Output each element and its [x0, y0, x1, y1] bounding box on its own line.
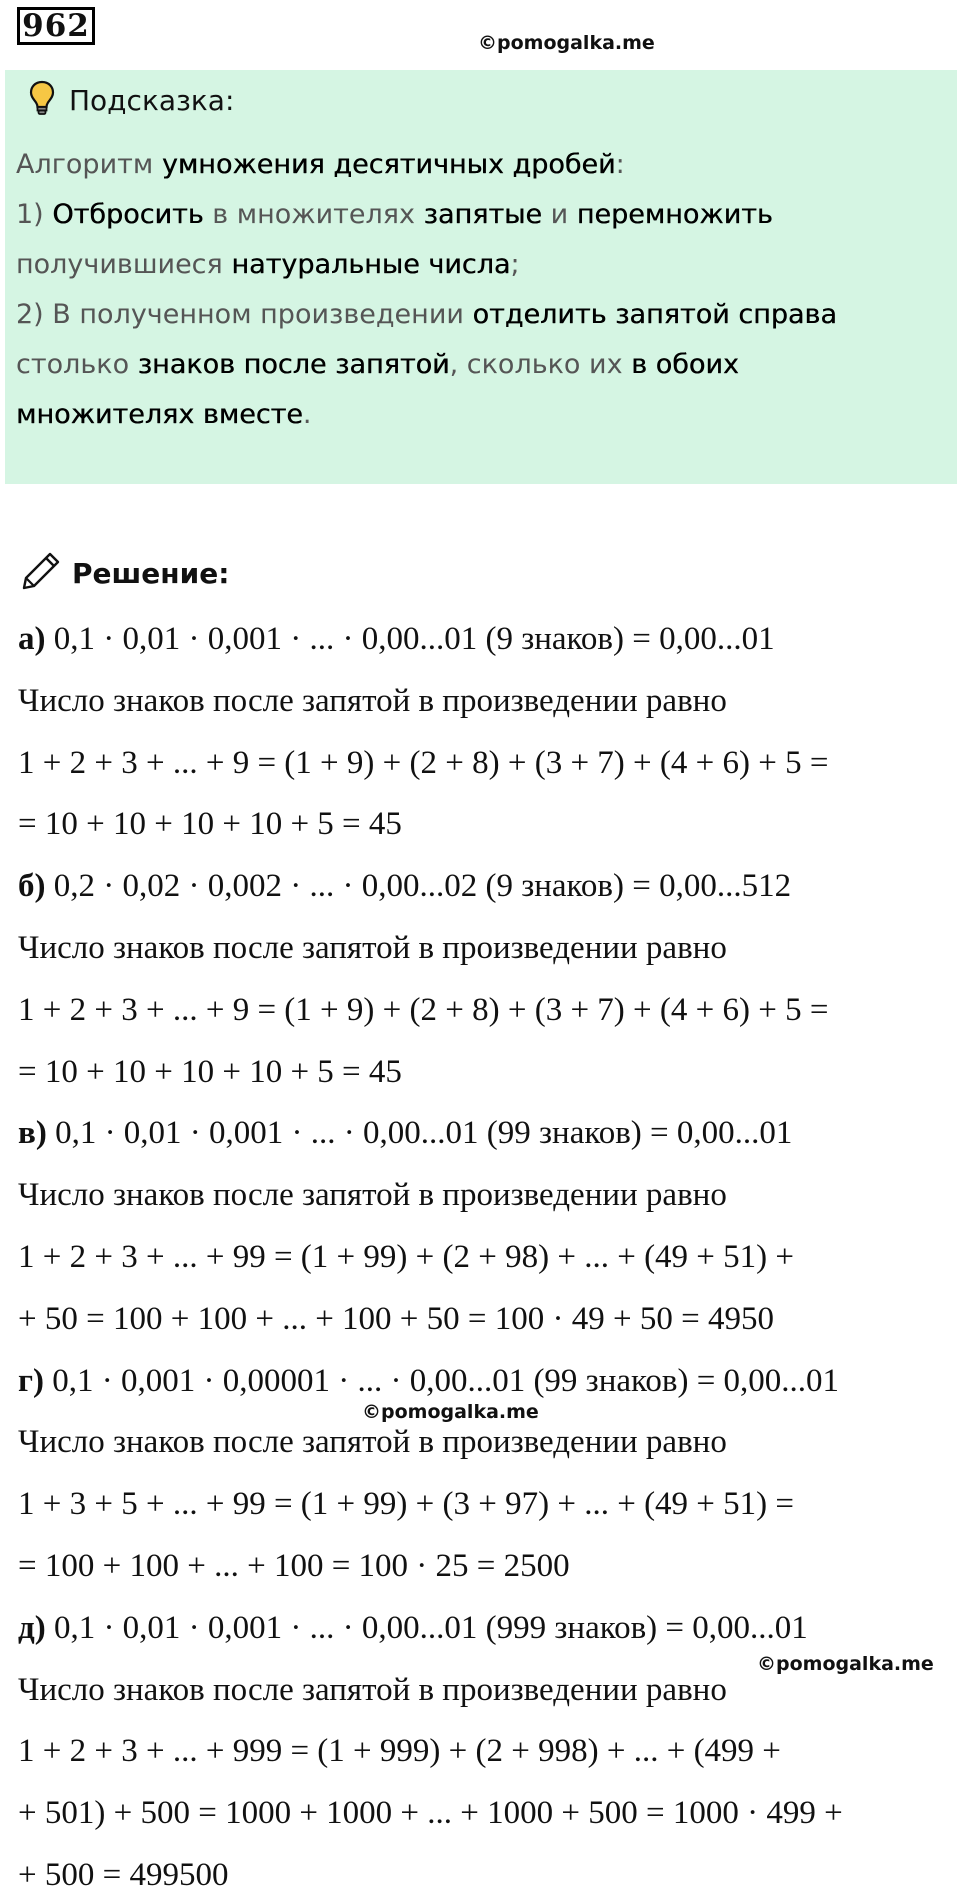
- watermark: ©pomogalka.me: [478, 32, 655, 54]
- hint-text: [16, 140, 946, 440]
- text-line: [18, 1232, 948, 1294]
- text-segment: столько: [16, 349, 138, 380]
- text-segment: ;: [510, 249, 520, 280]
- hint-panel: [5, 70, 957, 484]
- text-line: [18, 985, 948, 1047]
- watermark: ©pomogalka.me: [757, 1653, 934, 1675]
- text-line: [18, 676, 948, 738]
- text-segment: Число знаков после запятой в произведении равно: [18, 1671, 727, 1708]
- text-line: [18, 923, 948, 985]
- bold-text: в обоих: [631, 349, 739, 380]
- text-line: [18, 1170, 948, 1232]
- bold-text: а): [18, 621, 46, 657]
- text-segment: = 10 + 10 + 10 + 10 + 5 = 45: [18, 1053, 402, 1090]
- text-segment: 1 + 2 + 3 + ... + 9 = (1 + 9) + (2 + 8) + (3 + 7) + (4 + 6) + 5 =: [18, 991, 829, 1028]
- text-line: [18, 738, 948, 800]
- task-number: 962: [17, 7, 95, 45]
- text-segment: Число знаков после запятой в произведении равно: [18, 682, 727, 719]
- watermark: ©pomogalka.me: [362, 1401, 539, 1423]
- text-segment: в множителях: [203, 199, 424, 230]
- text-line: [16, 390, 946, 440]
- text-segment: Число знаков после запятой в произведении равно: [18, 1424, 727, 1461]
- hint-header: [29, 80, 234, 120]
- bold-text: д): [18, 1609, 46, 1646]
- solution-header: [20, 553, 229, 593]
- text-line: [16, 240, 946, 290]
- text-line: [18, 1108, 948, 1170]
- text-line: [18, 1417, 948, 1479]
- text-segment: 0,1 · 0,01 · 0,001 · ... · 0,00...01 (999 знаков) = 0,00...01: [45, 1609, 808, 1646]
- text-segment: 1 + 2 + 3 + ... + 999 = (1 + 999) + (2 + 998) + ... + (499 +: [18, 1733, 781, 1770]
- text-segment: 0,2 · 0,02 · 0,002 · ... · 0,00...02 (9 знаков) = 0,00...512: [45, 868, 792, 905]
- text-segment: = 10 + 10 + 10 + 10 + 5 = 45: [18, 806, 402, 843]
- text-line: [16, 290, 946, 340]
- text-segment: + 50 = 100 + 100 + ... + 100 + 50 = 100 · 49 + 50 = 4950: [18, 1300, 774, 1337]
- hint-title: Подсказка:: [69, 83, 235, 117]
- text-line: [18, 1047, 948, 1109]
- bold-text: б): [18, 868, 46, 905]
- text-segment: Число знаков после запятой в произведении равно: [18, 1177, 727, 1214]
- text-line: [16, 340, 946, 390]
- bold-text: натуральные числа: [231, 249, 511, 280]
- solution-title: Решение:: [72, 556, 230, 590]
- text-segment: 0,1 · 0,001 · 0,00001 · ... · 0,00...01 (99 знаков) = 0,00...01: [43, 1362, 840, 1399]
- lightbulb-icon: [29, 80, 55, 120]
- bold-text: в): [18, 1115, 47, 1152]
- text-line: [16, 190, 946, 240]
- text-segment: 1 + 2 + 3 + ... + 9 = (1 + 9) + (2 + 8) + (3 + 7) + (4 + 6) + 5 =: [18, 744, 829, 781]
- bold-text: запятые: [423, 199, 542, 230]
- bold-text: отделить запятой справа: [472, 299, 837, 330]
- text-line: [18, 1788, 948, 1850]
- text-segment: + 500 = 499500: [18, 1856, 229, 1893]
- text-segment: 0,1 · 0,01 · 0,001 · ... · 0,00...01 (9 знаков) = 0,00...01: [45, 621, 775, 657]
- text-segment: 1): [16, 199, 53, 230]
- text-segment: Число знаков после запятой в произведении равно: [18, 929, 727, 966]
- text-segment: = 100 + 100 + ... + 100 = 100 · 25 = 2500: [18, 1547, 570, 1584]
- pencil-icon: [20, 550, 62, 596]
- text-line: [18, 1726, 948, 1788]
- solution-body: [18, 614, 948, 1896]
- text-segment: 0,1 · 0,01 · 0,001 · ... · 0,00...01 (99 знаков) = 0,00...01: [46, 1115, 793, 1152]
- text-segment: получившиеся: [16, 249, 232, 280]
- text-segment: 2) В полученном произведении: [16, 299, 473, 330]
- text-line: [18, 799, 948, 861]
- text-line: [18, 1850, 948, 1896]
- text-line: [18, 1541, 948, 1603]
- text-segment: .: [302, 399, 312, 430]
- text-line: [16, 140, 946, 190]
- text-segment: , сколько их: [449, 349, 632, 380]
- text-segment: 1 + 3 + 5 + ... + 99 = (1 + 99) + (3 + 97) + ... + (49 + 51) =: [18, 1486, 795, 1523]
- text-segment: и: [541, 199, 577, 230]
- bold-text: умножения десятичных дробей: [161, 149, 616, 180]
- bold-text: множителях вместе: [16, 399, 303, 430]
- text-segment: Алгоритм: [16, 149, 162, 180]
- text-segment: 1 + 2 + 3 + ... + 99 = (1 + 99) + (2 + 98) + ... + (49 + 51) +: [18, 1238, 795, 1275]
- text-line: [18, 1479, 948, 1541]
- text-segment: + 501) + 500 = 1000 + 1000 + ... + 1000 + 500 = 1000 · 499 +: [18, 1795, 843, 1832]
- bold-text: знаков после запятой: [137, 349, 450, 380]
- text-line: [18, 1294, 948, 1356]
- bold-text: г): [18, 1362, 44, 1399]
- text-line: [18, 614, 948, 676]
- text-line: [18, 861, 948, 923]
- bold-text: Отбросить: [52, 199, 204, 230]
- text-segment: :: [615, 149, 625, 180]
- bold-text: перемножить: [576, 199, 773, 230]
